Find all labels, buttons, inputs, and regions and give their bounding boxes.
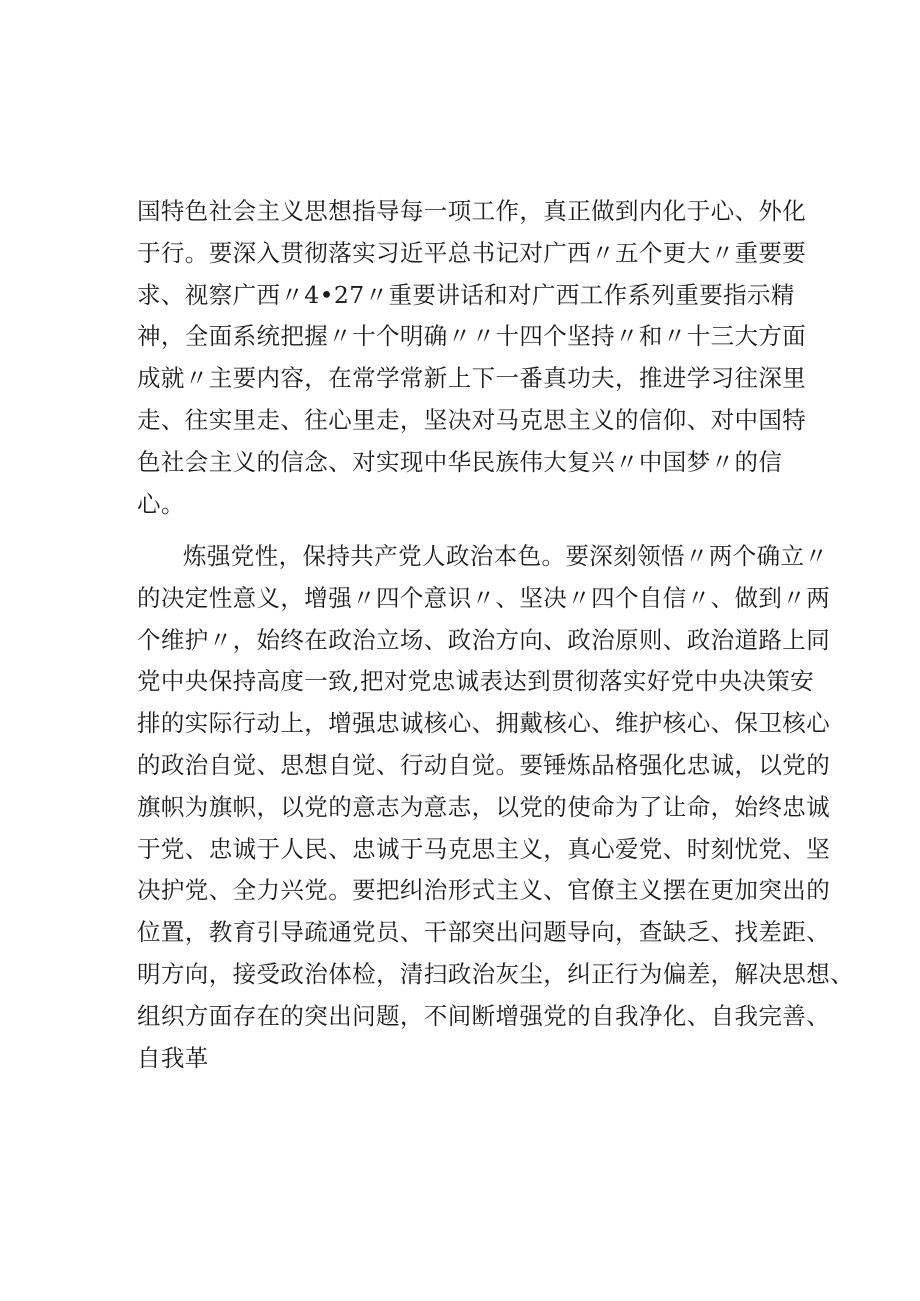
paragraph-line: 旗帜为旗帜，以党的意志为意志，以党的使命为了让命，始终忠诚: [137, 792, 831, 821]
paragraph-line: 炼强党性，保持共产党人政治本色。要深刻领悟〃两个确立〃: [183, 542, 829, 570]
paragraph-line: 明方向，接受政治体检，清扫政治灰尘，纠正行为偏差，解决思想、: [137, 959, 854, 988]
paragraph-line: 决护党、全力兴党。要把纠治形式主义、官僚主义摆在更加突出的: [137, 876, 831, 905]
paragraph-line: 神，全面系统把握〃十个明确〃〃十四个坚持〃和〃十三大方面: [137, 322, 807, 351]
paragraph-line: 国特色社会主义思想指导每一项工作，真正做到内化于心、外化: [137, 197, 807, 225]
paragraph-line: 的政治自觉、思想自觉、行动自觉。要锤炼品格强化忠诚，以党的: [137, 750, 831, 779]
paragraph-line: 于党、忠诚于人民、忠诚于马克思主义，真心爱党、时刻忧党、坚: [137, 834, 831, 863]
paragraph-line: 党中央保持高度一致,把对党忠诚表达到贯彻落实好党中央决策安: [137, 667, 815, 696]
paragraph-1: [137, 191, 817, 525]
paragraph-line: 求、视察广西〃4•27〃重要讲话和对广西工作系列重要指示精: [137, 280, 795, 309]
paragraph-line: 心。: [137, 489, 185, 518]
paragraph-line: 色社会主义的信念、对实现中华民族伟大复兴〃中国梦〃的信: [137, 447, 783, 476]
paragraph-line: 自我革: [137, 1043, 209, 1072]
paragraph-line: 走、往实里走、往心里走，坚决对马克思主义的信仰、对中国特: [137, 405, 807, 434]
paragraph-line: 成就〃主要内容，在常学常新上下一番真功夫，推进学习往深里: [137, 364, 807, 393]
paragraph-line: 的决定性意义，增强〃四个意识〃、坚决〃四个自信〃、做到〃两: [137, 583, 831, 612]
paragraph-line: 个维护〃，始终在政治立场、政治方向、政治原则、政治道路上同: [137, 625, 831, 654]
paragraph-line: 排的实际行动上，增强忠诚核心、拥戴核心、维护核心、保卫核心: [137, 709, 831, 738]
paragraph-line: 组织方面存在的突出问题，不间断增强党的自我净化、自我完善、: [137, 1001, 831, 1030]
paragraph-line: 于行。要深入贯彻落实习近平总书记对广西〃五个更大〃重要要: [137, 238, 807, 267]
paragraph-line: 位置，教育引导疏通党员、干部突出问题导向，查缺乏、找差距、: [137, 918, 831, 947]
paragraph-2: [137, 536, 854, 1079]
